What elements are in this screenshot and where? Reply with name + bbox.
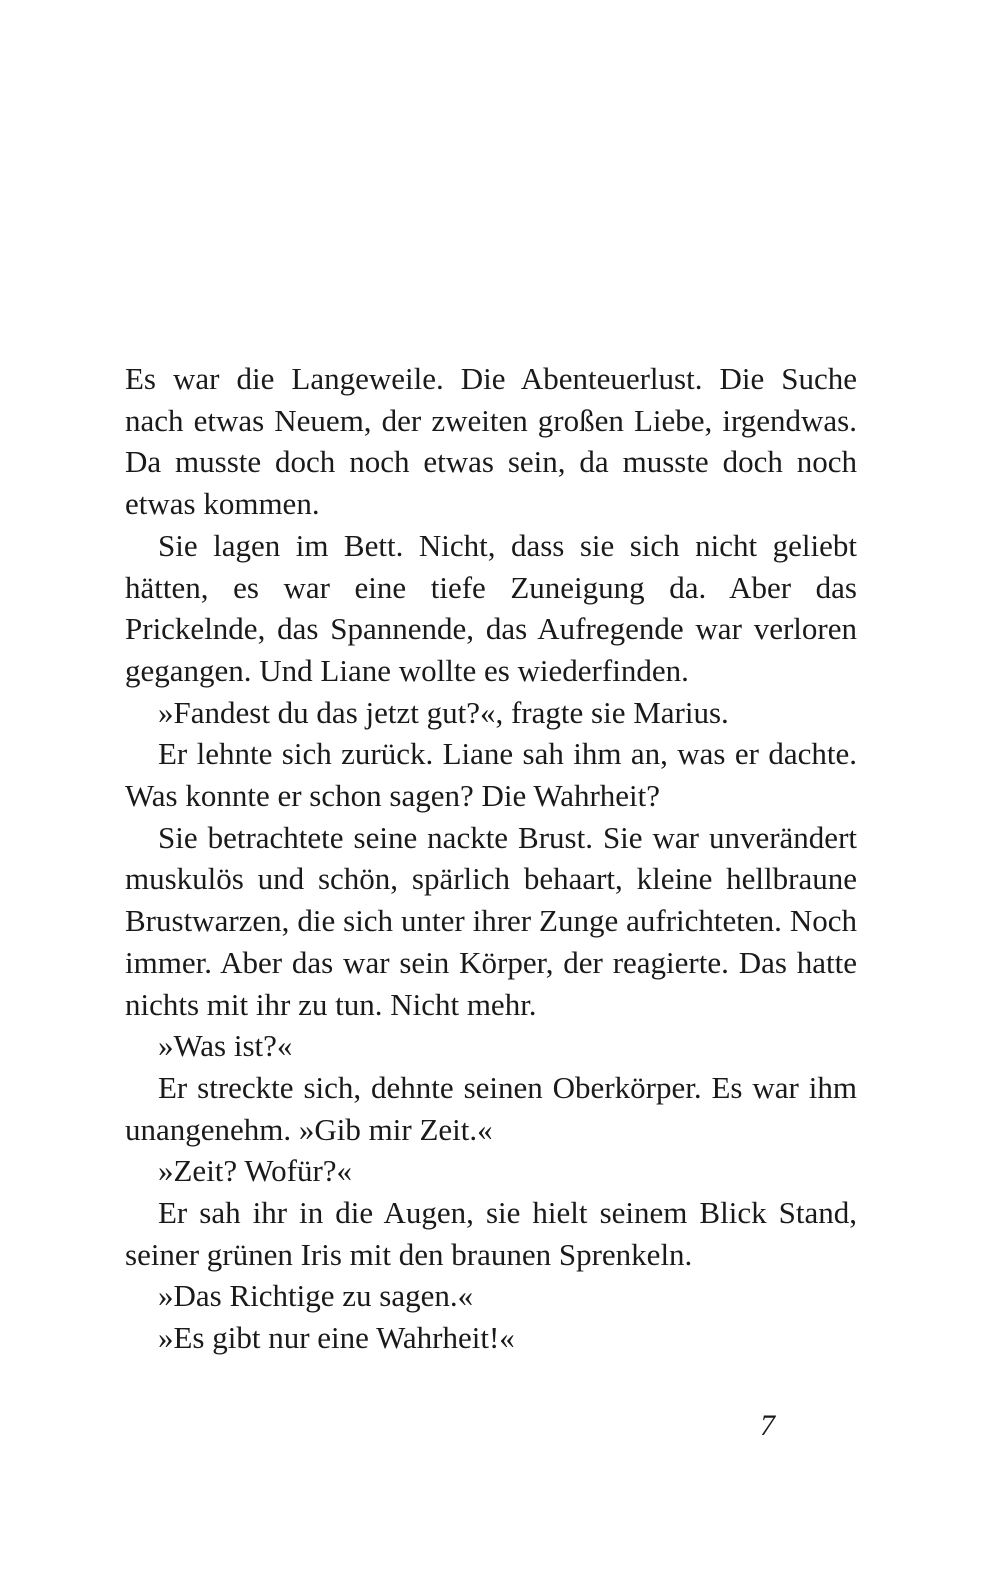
paragraph: »Das Richtige zu sagen.« <box>158 1278 474 1314</box>
paragraph: Er streckte sich, dehnte seinen Oberkörper. Es war ihm unangenehm. »Gib mir Zeit.« <box>125 1069 857 1147</box>
page-number: 7 <box>760 1409 775 1442</box>
paragraph: »Was ist?« <box>158 1028 293 1064</box>
paragraph: »Es gibt nur eine Wahrheit!« <box>158 1320 515 1356</box>
paragraph: »Fandest du das jetzt gut?«, fragte sie Marius. <box>158 694 729 730</box>
paragraph: »Zeit? Wofür?« <box>158 1153 353 1189</box>
paragraph: Er sah ihr in die Augen, sie hielt seinem Blick Stand, seiner grünen Iris mit den braunen Sprenkeln. <box>125 1195 857 1272</box>
paragraph: Es war die Langeweile. Die Abenteuerlust. Die Suche nach etwas Neuem, der zweiten großen Liebe, irgendwas. Da musste doch noch etwas sein, da musste doch noch etwas kommen. <box>125 361 857 522</box>
body-text <box>125 358 857 1359</box>
paragraph: Sie betrachtete seine nackte Brust. Sie war unverändert muskulös und schön, spärlich behaart, kleine hellbraune Brustwarzen, die sich unter ihrer Zunge aufrichteten. Noch immer. Aber das war sein Körper, der reagierte. Das hatte nichts mit ihr zu tun. Nicht mehr. <box>125 819 857 1022</box>
paragraph: Sie lagen im Bett. Nicht, dass sie sich nicht geliebt hätten, es war eine tiefe Zuneigung da. Aber das Prickelnde, das Spannende, das Aufregende war verloren gegangen. Und Liane wollte es wiederfinden. <box>125 527 857 688</box>
paragraph: Er lehnte sich zurück. Liane sah ihm an, was er dachte. Was konnte er schon sagen? Die Wahrheit? <box>125 736 857 814</box>
